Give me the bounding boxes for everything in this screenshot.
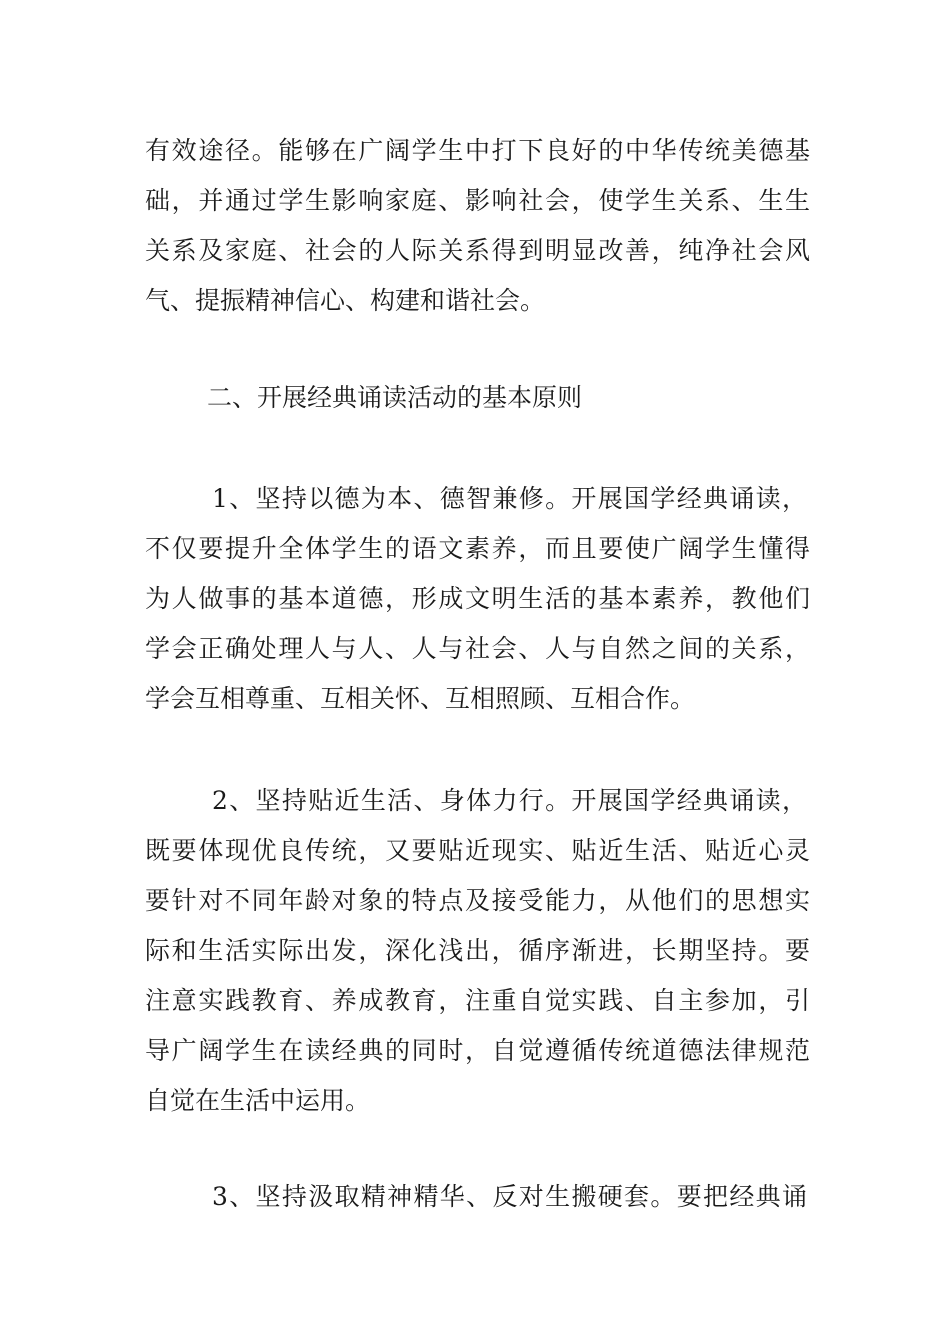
paragraph-line: 3、坚持汲取精神精华、反对生搬硬套。要把经典诵 — [212, 1182, 807, 1211]
paragraph-line: 学会互相尊重、互相关怀、互相照顾、互相合作。 — [145, 684, 696, 713]
paragraph-line: 有效途径。能够在广阔学生中打下良好的中华传统美德基 — [145, 136, 810, 165]
paragraph-line: 2、坚持贴近生活、身体力行。开展国学经典诵读， — [212, 786, 807, 815]
paragraph-line: 1、坚持以德为本、德智兼修。开展国学经典诵读， — [212, 484, 807, 513]
section-heading: 二、开展经典诵读活动的基本原则 — [207, 383, 583, 412]
paragraph-line: 气、提振精神信心、构建和谐社会。 — [145, 286, 546, 315]
paragraph-line: 自觉在生活中运用。 — [145, 1086, 371, 1115]
paragraph-line: 既要体现优良传统，又要贴近现实、贴近生活、贴近心灵 — [145, 836, 810, 865]
paragraph-line: 学会正确处理人与人、人与社会、人与自然之间的关系， — [145, 634, 810, 663]
paragraph-line: 础，并通过学生影响家庭、影响社会，使学生关系、生生 — [145, 186, 810, 215]
paragraph-line: 要针对不同年龄对象的特点及接受能力，从他们的思想实 — [145, 886, 810, 915]
paragraph-line: 导广阔学生在读经典的同时，自觉遵循传统道德法律规范 — [145, 1036, 810, 1065]
paragraph-line: 为人做事的基本道德，形成文明生活的基本素养，教他们 — [145, 584, 810, 613]
paragraph-line: 注意实践教育、养成教育，注重自觉实践、自主参加，引 — [145, 986, 810, 1015]
paragraph-line: 关系及家庭、社会的人际关系得到明显改善，纯净社会风 — [145, 236, 810, 265]
paragraph-line: 际和生活实际出发，深化浅出，循序渐进，长期坚持。要 — [145, 936, 810, 965]
paragraph-line: 不仅要提升全体学生的语文素养，而且要使广阔学生懂得 — [145, 534, 810, 563]
